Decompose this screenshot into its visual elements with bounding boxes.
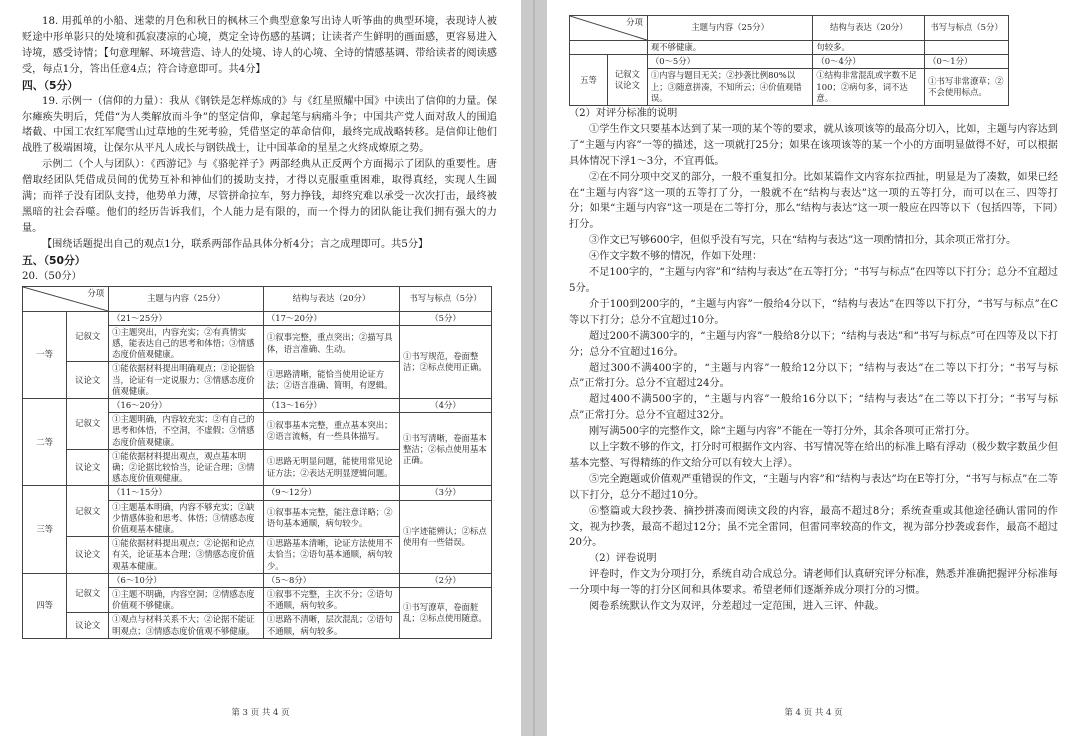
score-range-structure: （0～4分） — [813, 55, 925, 69]
note-4: ④作文字数不够的情况，作如下处理： — [589, 251, 763, 263]
criteria-writing: ①书写非常潦草；②不会使用标点。 — [925, 69, 1009, 106]
criteria-cell: ①结构非常混乱或字数不足100；②病句多，词不达意。 — [813, 69, 925, 106]
q19-example-2: 示例二（个人与团队）：《西游记》与《骆驼祥子》两部经典从正反两个方面揭示了团队的重要性。唐僧取经团队凭借成员间的优势互补和神仙们的援助支持，才得以克服重重困难，取得真经，实现人生圆满；而祥子没有团队支持，他势单力薄，尽管拼命拉车，努力挣钱，却终究难以承受一次次打击，最终被黑暗的社会吞噬。他们的经历告诉我们，个人能力是有限的，而一个得力的团队能让我们拥有强大的力量。 — [22, 159, 497, 234]
header-writing: 书写与标点（5分） — [400, 286, 492, 311]
q20-heading: 20.（50分） — [22, 270, 82, 282]
criteria-cell: ①叙事基本完整，能注意详略；②语句基本通顺，病句较少。 — [263, 500, 399, 537]
type-narrative: 记叙文 — [67, 573, 109, 613]
criteria-writing: ①书写清晰，卷面基本整洁；②标点使用基本正确。 — [400, 413, 492, 486]
page-3-footer: 第 3 页 共 4 页 — [231, 708, 290, 718]
score-range-structure: （5～8分） — [263, 573, 399, 587]
grade-label: 三等 — [23, 486, 67, 573]
criteria-cell: ①内容与题目无关；②抄袭比例80%以上；③随意拼凑，不知所云；④价值观错误。 — [647, 69, 813, 106]
criteria-writing: ①书写潦草，卷面脏乱；②标点使用随意。 — [400, 588, 492, 639]
q19-scoring-note: 【围绕话题提出自己的观点1分，联系两部作品具体分析4分；言之成理即可。共5分】 — [42, 238, 429, 250]
type-argumentative: 议论文 — [67, 537, 109, 574]
note-5: ⑤完全跑题或价值观严重错误的作文，“主题与内容”和“结构与表达”均在E等打分，“书写与标点”在二等以下打分，总分不超过10分。 — [569, 473, 1058, 501]
note-4g: 以上字数不够的作文，打分时可根据作文内容、书写情况等在给出的标准上略有浮动（极少数字数虽少但基本完整、写得精练的作文给分可以有较大上浮）。 — [569, 442, 1058, 469]
score-range-writing: （2分） — [400, 573, 492, 587]
page-4 — [547, 0, 1080, 736]
table-corner-header — [23, 286, 109, 311]
criteria-cell: ①能依据材料提出观点；②论据和论点有关，论证基本合理；③情感态度价值观基本健康。 — [109, 537, 264, 574]
note-3: ③作文已写够600字，但似乎没有写完，只在“结构与表达”这一项酌情扣分，其余项正常打分。 — [589, 235, 1017, 247]
header-theme: 主题与内容（25分） — [109, 286, 264, 311]
type-narrative: 记叙文 — [67, 311, 109, 362]
score-range-theme: （6～10分） — [109, 573, 264, 587]
score-range-writing: （4分） — [400, 399, 492, 413]
grade-label: 二等 — [23, 399, 67, 486]
header-structure: 结构与表达（20分） — [813, 16, 925, 41]
score-range-theme: （16～20分） — [109, 399, 264, 413]
grade-label: 四等 — [23, 573, 67, 638]
continued-theme: 观不够健康。 — [647, 41, 813, 55]
note-1: ①学生作文只要基本达到了某一项的某个等的要求，就从该项该等的最高分切入，比如，主题与内容达到了“主题与内容”一等的描述，这一项就打25分；如果在该项该等的某一个小的方面明显做得不好，可以根据具体情况下浮1～3分，不宜再低。 — [569, 123, 1058, 167]
score-range-writing: （5分） — [400, 311, 492, 325]
page-separator — [521, 0, 547, 736]
type-both: 记叙文议论文 — [607, 55, 647, 106]
section-4-heading: 四、（5分） — [22, 78, 79, 92]
criteria-cell: ①观点与材料关系不大；②论据不能证明观点；③情感态度价值观不够健康。 — [109, 613, 264, 638]
criteria-cell: ①叙事不完整，主次不分；②语句不通顺，病句较多。 — [263, 588, 399, 613]
note-4c: 超过200不满300字的，“主题与内容”一般给8分以下；“结构与表达”和“书写与标点”可在四等及以下打分；总分不宜超过16分。 — [569, 330, 1058, 358]
scoring-table — [22, 286, 492, 639]
q18-answer: 18. 用孤单的小船、迷蒙的月色和秋日的枫林三个典型意象写出诗人听筝曲的典型环境，表现诗人被贬途中形单影只的处境和孤寂凄凉的心境，奠定全诗伤感的基调；让读者产生鲜明的画面感，更容易进入诗境，感受诗情；【句意理解、环境营造、诗人的处境、诗人的心境、全诗的情感基调、带给读者的阅读感受，每点1分，答出任意4点；符合诗意即可。共4分】 — [22, 16, 497, 75]
score-range-structure: （17～20分） — [263, 311, 399, 325]
criteria-writing: ①书写规范，卷面整洁；②标点使用正确。 — [400, 325, 492, 398]
header-structure: 结构与表达（20分） — [263, 286, 399, 311]
criteria-cell: ①能依据材料提出观点，观点基本明确；②论据比较恰当，论证合理；③情感态度价值观健康。 — [109, 449, 264, 486]
note-2: ②在不同分项中交叉的部分，一般不重复扣分。比如某篇作文内容东拉西扯，明显是为了凑数，如果已经在“主题与内容”这一项的五等打了分，一般就不在“结构与表达”这一项的五等打分，而可以在三、四等打分；如果“主题与内容”这一项是在二等打分，那么“结构与表达”这一项一般应在四等以下（包括四等，下同）打分。 — [569, 171, 1058, 231]
criteria-cell: ①思路不清晰，层次混乱；②语句不通顺，病句较多。 — [263, 613, 399, 638]
criteria-cell: ①思路无明显问题，能使用常见论证方法；②表达无明显逻辑问题。 — [263, 449, 399, 486]
page-4-footer: 第 4 页 共 4 页 — [784, 708, 843, 718]
header-item: 分项 — [626, 17, 643, 27]
criteria-cell: ①叙事基本完整，重点基本突出；②语言流畅，有一些具体描写。 — [263, 413, 399, 450]
q19-example-1: 19. 示例一（信仰的力量）：我从《钢铁是怎样炼成的》与《红星照耀中国》中读出了信仰的力量。保尔瘫痪失明后，凭借“为人类解放而斗争”的坚定信仰，拿起笔与病痛斗争；中国共产党人面对敌人的围追堵截、中国工农红军爬雪山过草地的生死考验，凭借坚定的革命信仰，最终完成战略转移。是信仰让他们战胜了极端困境，让保尔从平凡人成长与钢铁战士，让中国革命的星星之火终成燎原之势。 — [22, 95, 497, 155]
score-range-theme: （11～15分） — [109, 486, 264, 500]
criteria-cell: ①思路基本清晰，论证方法使用不太恰当；②语句基本通顺，病句较少。 — [263, 537, 399, 574]
note-4a: 不足100字的，“主题与内容”和“结构与表达”在五等打分；“书写与标点”在四等以下打分；总分不宜超过5分。 — [569, 267, 1058, 294]
score-range-structure: （13～16分） — [263, 399, 399, 413]
type-narrative: 记叙文 — [67, 486, 109, 537]
criteria-cell: ①主题明确，内容较充实；②有自己的思考和体悟，不空洞，不虚假；③情感态度价值观健康。 — [109, 413, 264, 450]
continued-structure: 句较多。 — [813, 41, 925, 55]
table-corner-header — [570, 16, 648, 41]
score-range-structure: （9～12分） — [263, 486, 399, 500]
type-narrative: 记叙文 — [67, 399, 109, 450]
criteria-cell: ①叙事完整，重点突出；②描写具体，语言准确、生动。 — [263, 325, 399, 362]
grading-instructions-heading: （2）评卷说明 — [589, 553, 657, 565]
criteria-cell: ①主题突出，内容充实；②有真情实感，能表达自己的思考和体悟；③情感态度价值观健康。 — [109, 325, 264, 362]
note-4d: 超过300不满400字的，“主题与内容”一般给12分以下；“结构与表达”在二等以下打分；“书写与标点”正常打分。总分不宜超过24分。 — [569, 362, 1058, 390]
note-6: ⑥整篇或大段抄袭、摘抄拼凑而阅读文段的内容，最高不超过8分；系统查重或其他途径确认雷同的作文，视为抄袭，最高不超过12分；虽不完全雷同，但雷同率较高的作文，视为部分抄袭或套作，最高不超过20分。 — [569, 505, 1058, 549]
type-argumentative: 议论文 — [67, 613, 109, 638]
note-4e: 超过400不满500字的，“主题与内容”一般给16分以下；“结构与表达”在二等以下打分；“书写与标点”正常打分。总分不宜超过32分。 — [569, 394, 1058, 422]
section-5-heading: 五、（50分） — [22, 253, 86, 267]
criteria-cell: ①主题不明确，内容空洞；②情感态度价值观不够健康。 — [109, 588, 264, 613]
scoring-table-continued — [569, 15, 1009, 106]
score-range-theme: （21～25分） — [109, 311, 264, 325]
grade-label: 五等 — [570, 55, 608, 106]
note-4f: 刚写满500字的完整作文，除“主题与内容”不能在一等打分外，其余各项可正常打分。 — [589, 426, 976, 438]
score-range-writing: （0～1分） — [925, 55, 1009, 69]
criteria-cell: ①能依据材料提出明确观点；②论据恰当，论证有一定说服力；③情感态度价值观健康。 — [109, 362, 264, 399]
header-item: 分项 — [87, 287, 105, 298]
header-theme: 主题与内容（25分） — [647, 16, 813, 41]
criteria-cell: ①思路清晰，能恰当使用论证方法；②语言准确、简明，有逻辑。 — [263, 362, 399, 399]
score-range-theme: （0～5分） — [647, 55, 813, 69]
type-argumentative: 议论文 — [67, 449, 109, 486]
criteria-cell: ①主题基本明确，内容不够充实；②缺少情感体验和思考、体悟；③情感态度价值观基本健康。 — [109, 500, 264, 537]
grading-instruction-2: 阅卷系统默认作文为双评，分差超过一定范围，进入三评、仲裁。 — [589, 601, 885, 613]
note-4b: 介于100到200字的，“主题与内容”一般给4分以下，“结构与表达”在四等以下打分，“书写与标点”在C等以下打分；总分不宜超过10分。 — [569, 298, 1058, 326]
page-3 — [0, 0, 521, 736]
grade-label: 一等 — [23, 311, 67, 398]
header-writing: 书写与标点（5分） — [925, 16, 1009, 41]
score-range-writing: （3分） — [400, 486, 492, 500]
criteria-writing: ①字迹能辨认；②标点使用有一些错误。 — [400, 500, 492, 573]
scoring-notes-heading: （2）对评分标准的说明 — [569, 108, 678, 120]
type-argumentative: 议论文 — [67, 362, 109, 399]
grading-instruction-1: 评卷时，作文为分项打分，系统自动合成总分。请老师们认真研究评分标准，熟悉并准确把握评分标准每一分项中每一等的打分区间和具体要求。希望老师们逐渐养成分项打分的习惯。 — [569, 569, 1058, 597]
